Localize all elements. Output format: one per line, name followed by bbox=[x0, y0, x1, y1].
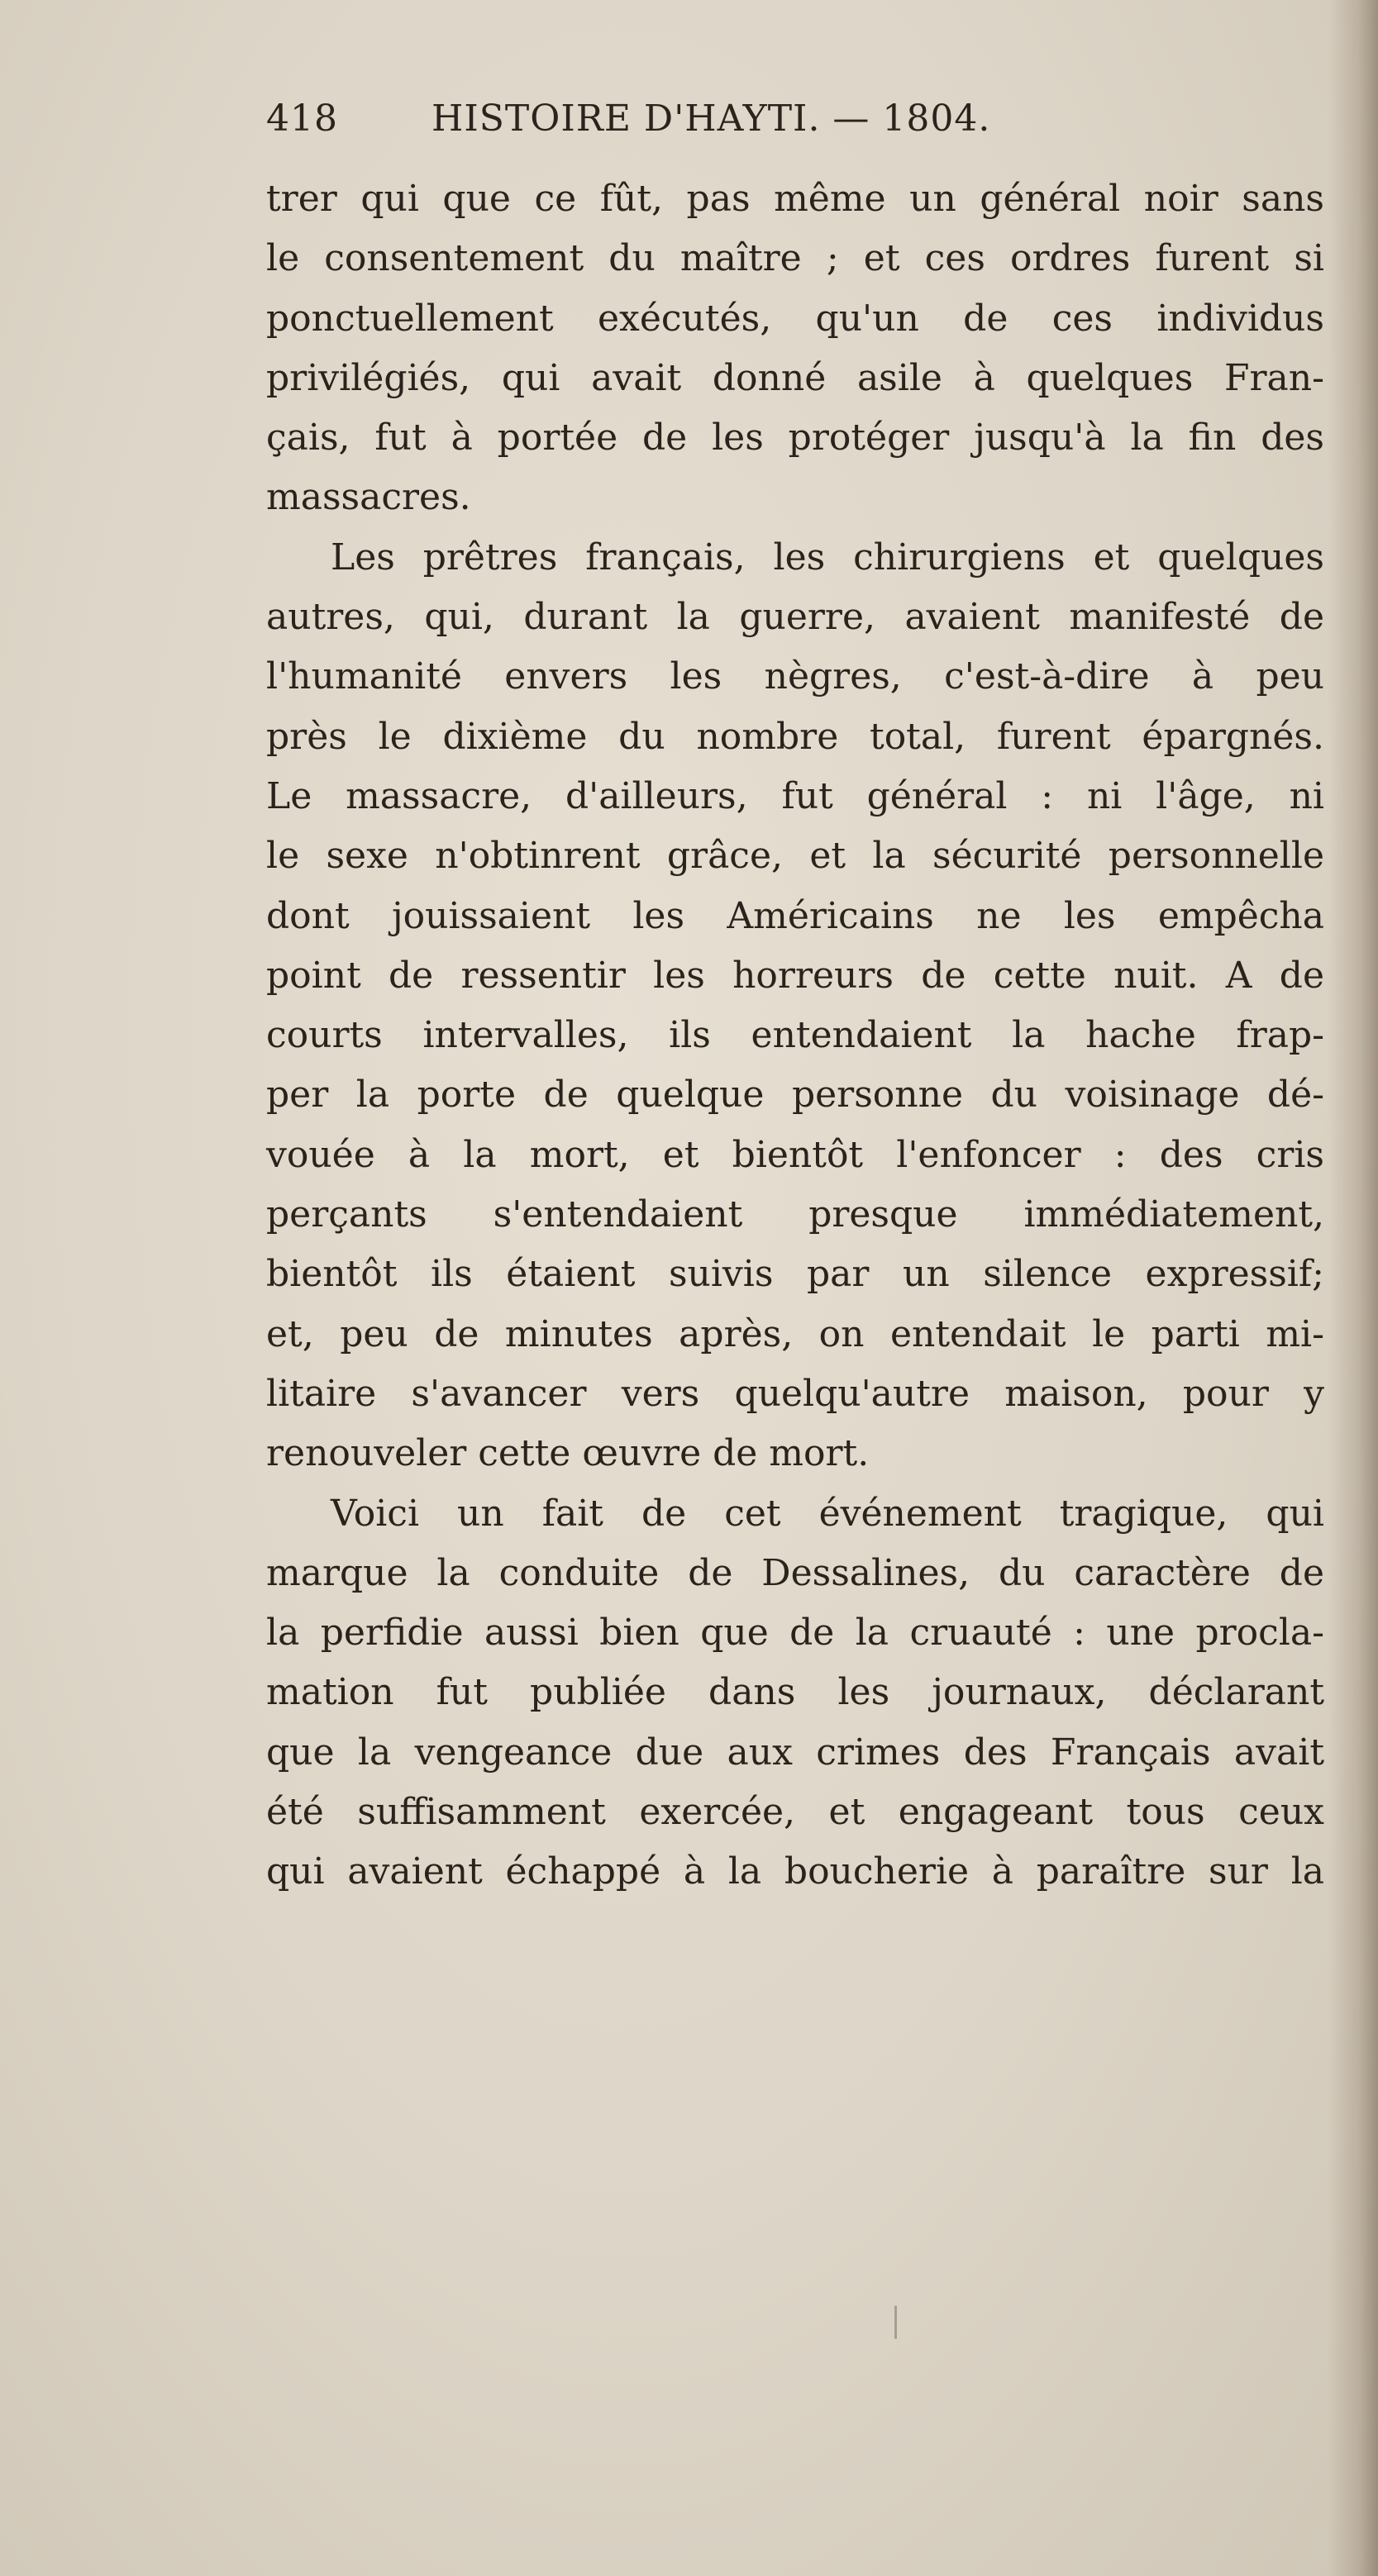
page-number: 418 bbox=[266, 98, 338, 140]
paragraph bbox=[266, 169, 1324, 528]
text-line: et, peu de minutes après, on entendait le parti mi- bbox=[266, 1312, 1324, 1355]
page-header bbox=[266, 98, 1175, 155]
text-line: litaire s'avancer vers quelqu'autre maison, pour y bbox=[266, 1372, 1324, 1415]
text-line: point de ressentir les horreurs de cette nuit. A de bbox=[266, 954, 1324, 997]
text-line: perçants s'entendaient presque immédiatement, bbox=[266, 1193, 1324, 1236]
text-line: la perfidie aussi bien que de la cruauté : une procla- bbox=[266, 1612, 1324, 1655]
text-line: le consentement du maître ; et ces ordres furent si bbox=[266, 237, 1324, 280]
text-line: çais, fut à portée de les protéger jusqu'à la fin des bbox=[266, 417, 1324, 459]
text-line: Les prêtres français, les chirurgiens et quelques bbox=[331, 536, 1324, 579]
text-line: le sexe n'obtinrent grâce, et la sécurité personnelle bbox=[266, 835, 1324, 878]
paragraph bbox=[266, 528, 1324, 1484]
running-title: HISTOIRE D'HAYTI. — 1804. bbox=[432, 98, 991, 140]
text-line: ponctuellement exécutés, qu'un de ces individus bbox=[266, 297, 1324, 340]
spine-shadow bbox=[1328, 0, 1378, 2576]
text-line: courts intervalles, ils entendaient la hache frap- bbox=[266, 1014, 1324, 1057]
text-line: qui avaient échappé à la boucherie à paraître sur la bbox=[266, 1850, 1324, 1893]
text-line: dont jouissaient les Américains ne les empêcha bbox=[266, 894, 1324, 937]
text-line: mation fut publiée dans les journaux, déclarant bbox=[266, 1671, 1324, 1714]
text-line: trer qui que ce fût, pas même un général noir sans bbox=[266, 178, 1324, 220]
text-line: autres, qui, durant la guerre, avaient manifesté de bbox=[266, 596, 1324, 639]
text-line: vouée à la mort, et bientôt l'enfoncer : des cris bbox=[266, 1133, 1324, 1176]
text-line: l'humanité envers les nègres, c'est-à-dire à peu bbox=[266, 655, 1324, 698]
text-line: massacres. bbox=[266, 476, 471, 519]
text-line: per la porte de quelque personne du voisinage dé- bbox=[266, 1074, 1324, 1117]
margin-mark bbox=[894, 2306, 897, 2339]
body-text bbox=[266, 169, 1324, 1902]
paragraph bbox=[266, 1484, 1324, 1902]
text-line: près le dixième du nombre total, furent épargnés. bbox=[266, 715, 1324, 758]
text-line: Le massacre, d'ailleurs, fut général : ni l'âge, ni bbox=[266, 774, 1324, 817]
text-line: bientôt ils étaient suivis par un silence expressif; bbox=[266, 1253, 1324, 1296]
text-line: que la vengeance due aux crimes des Français avait bbox=[266, 1731, 1324, 1774]
text-line: marque la conduite de Dessalines, du caractère de bbox=[266, 1551, 1324, 1594]
text-line: renouveler cette œuvre de mort. bbox=[266, 1432, 870, 1475]
text-line: privilégiés, qui avait donné asile à quelques Fran- bbox=[266, 356, 1324, 399]
text-line: Voici un fait de cet événement tragique, qui bbox=[331, 1492, 1324, 1535]
text-line: été suffisamment exercée, et engageant tous ceux bbox=[266, 1791, 1324, 1834]
